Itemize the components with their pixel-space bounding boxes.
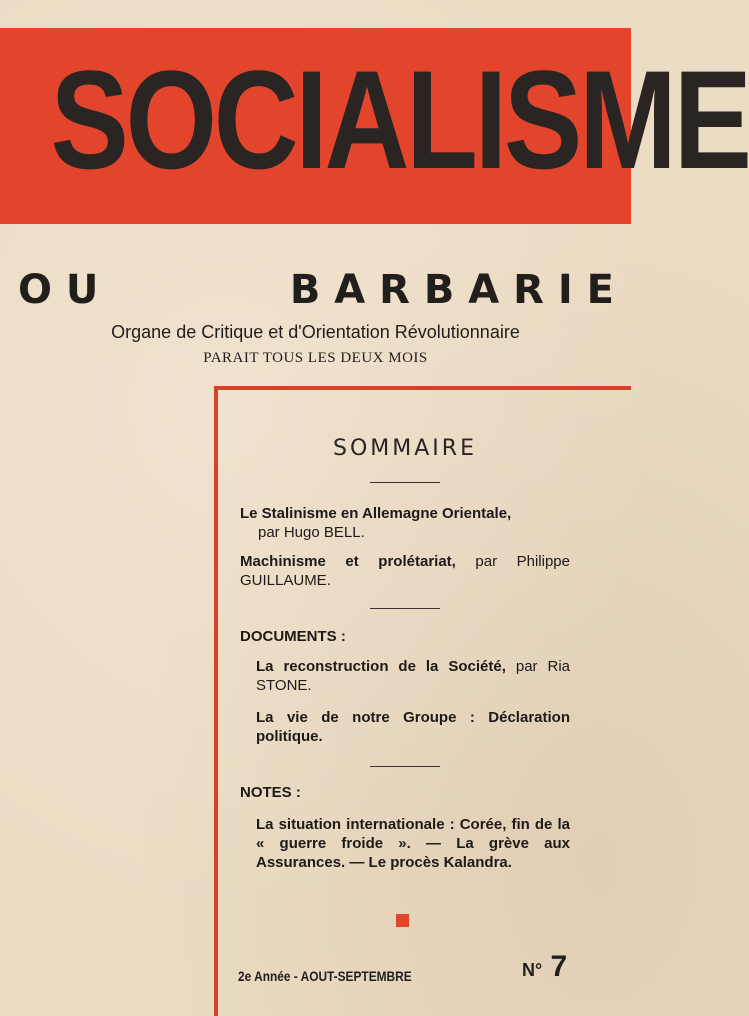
divider	[370, 482, 440, 483]
ornament-square	[396, 914, 409, 927]
article-entry	[240, 552, 570, 590]
publication-frequency: PARAIT TOUS LES DEUX MOIS	[203, 350, 428, 366]
organ-tagline: Organe de Critique et d'Orientation Révolutionnaire	[111, 322, 520, 342]
issue-date: 2e Année - AOUT-SEPTEMBRE	[238, 968, 412, 984]
article-title: Machinisme et prolétariat,	[240, 553, 456, 570]
document-title: La reconstruction de la Société,	[256, 658, 506, 675]
issue-number-value: 7	[550, 950, 568, 983]
subtitle-ou: O U	[18, 267, 99, 313]
divider	[370, 608, 440, 609]
article-author: par Hugo BELL.	[258, 524, 365, 541]
document-author: par Ria STONE.	[256, 658, 571, 694]
document-entry	[256, 708, 570, 746]
notes-heading: NOTES :	[240, 784, 301, 801]
divider	[370, 766, 440, 767]
documents-heading: DOCUMENTS :	[240, 628, 346, 645]
article-entry	[240, 504, 570, 542]
frame-top-rule	[214, 386, 631, 390]
issue-number-prefix: N°	[522, 960, 543, 980]
article-title: Le Stalinisme en Allemagne Orientale,	[240, 505, 512, 522]
frame-left-rule	[214, 386, 218, 1016]
article-author: par Philippe GUILLAUME.	[240, 553, 570, 589]
subtitle-barbarie: B A R B A R I E	[289, 267, 614, 313]
journal-title: SOCIALISME	[50, 41, 749, 198]
issue-number	[522, 950, 567, 984]
sommaire-heading: SOMMAIRE	[333, 436, 477, 461]
journal-subtitle	[18, 268, 614, 312]
notes-text: La situation internationale : Corée, fin de la « guerre froide ». — La grève aux Assurances. — Le procès Kalandra.	[256, 816, 570, 871]
document-entry	[256, 657, 570, 695]
document-title: La vie de notre Groupe : Déclaration politique.	[256, 709, 570, 745]
